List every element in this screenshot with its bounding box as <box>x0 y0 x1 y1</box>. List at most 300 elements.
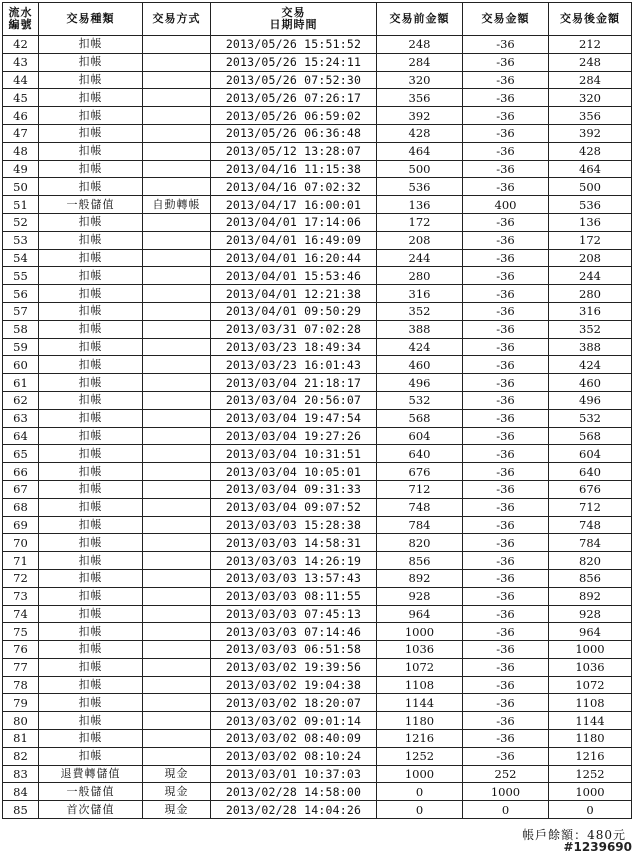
cell-amount: -36 <box>463 534 549 552</box>
cell-datetime: 2013/04/01 16:49:09 <box>211 231 377 249</box>
table-row <box>3 801 632 819</box>
cell-before: 712 <box>377 480 463 498</box>
cell-type: 扣帳 <box>39 356 143 374</box>
cell-after: 1000 <box>549 783 632 801</box>
table-row <box>3 569 632 587</box>
cell-type: 扣帳 <box>39 605 143 623</box>
cell-after: 392 <box>549 124 632 142</box>
cell-before: 1144 <box>377 694 463 712</box>
cell-seq: 84 <box>3 783 39 801</box>
cell-datetime: 2013/03/03 14:58:31 <box>211 534 377 552</box>
cell-before: 856 <box>377 552 463 570</box>
cell-after: 320 <box>549 89 632 107</box>
cell-before: 496 <box>377 374 463 392</box>
cell-before: 172 <box>377 213 463 231</box>
table-row <box>3 587 632 605</box>
header-seq-line2: 編號 <box>8 18 33 31</box>
cell-method <box>143 160 211 178</box>
table-row <box>3 213 632 231</box>
cell-method <box>143 53 211 71</box>
cell-before: 424 <box>377 338 463 356</box>
cell-before: 244 <box>377 249 463 267</box>
cell-after: 1072 <box>549 676 632 694</box>
cell-type: 扣帳 <box>39 730 143 748</box>
cell-method <box>143 374 211 392</box>
cell-datetime: 2013/04/16 11:15:38 <box>211 160 377 178</box>
cell-method <box>143 587 211 605</box>
cell-type: 退費轉儲值 <box>39 765 143 783</box>
cell-seq: 50 <box>3 178 39 196</box>
cell-amount: -36 <box>463 36 549 54</box>
cell-type: 扣帳 <box>39 178 143 196</box>
header-before: 交易前金額 <box>377 3 463 36</box>
cell-before: 464 <box>377 142 463 160</box>
cell-seq: 72 <box>3 569 39 587</box>
cell-method <box>143 107 211 125</box>
cell-amount: -36 <box>463 71 549 89</box>
header-amount: 交易金額 <box>463 3 549 36</box>
cell-type: 扣帳 <box>39 587 143 605</box>
cell-type: 扣帳 <box>39 623 143 641</box>
cell-seq: 61 <box>3 374 39 392</box>
cell-before: 284 <box>377 53 463 71</box>
cell-seq: 46 <box>3 107 39 125</box>
cell-method <box>143 285 211 303</box>
table-row <box>3 534 632 552</box>
table-row <box>3 516 632 534</box>
cell-seq: 75 <box>3 623 39 641</box>
cell-before: 964 <box>377 605 463 623</box>
cell-seq: 43 <box>3 53 39 71</box>
cell-after: 1180 <box>549 730 632 748</box>
cell-seq: 60 <box>3 356 39 374</box>
cell-datetime: 2013/05/26 06:36:48 <box>211 124 377 142</box>
cell-after: 496 <box>549 391 632 409</box>
table-row <box>3 409 632 427</box>
table-row <box>3 552 632 570</box>
cell-before: 356 <box>377 89 463 107</box>
cell-seq: 81 <box>3 730 39 748</box>
cell-after: 136 <box>549 213 632 231</box>
cell-datetime: 2013/03/03 14:26:19 <box>211 552 377 570</box>
cell-before: 1252 <box>377 747 463 765</box>
cell-amount: -36 <box>463 320 549 338</box>
cell-amount: -36 <box>463 302 549 320</box>
cell-after: 1000 <box>549 641 632 659</box>
cell-after: 464 <box>549 160 632 178</box>
cell-before: 676 <box>377 463 463 481</box>
cell-amount: -36 <box>463 445 549 463</box>
cell-after: 1036 <box>549 658 632 676</box>
cell-before: 0 <box>377 801 463 819</box>
cell-datetime: 2013/03/02 18:20:07 <box>211 694 377 712</box>
table-row <box>3 605 632 623</box>
cell-method <box>143 552 211 570</box>
cell-type: 扣帳 <box>39 338 143 356</box>
cell-before: 248 <box>377 36 463 54</box>
cell-type: 扣帳 <box>39 516 143 534</box>
cell-after: 1252 <box>549 765 632 783</box>
cell-seq: 45 <box>3 89 39 107</box>
cell-type: 扣帳 <box>39 302 143 320</box>
cell-amount: -36 <box>463 498 549 516</box>
cell-after: 212 <box>549 36 632 54</box>
cell-method <box>143 213 211 231</box>
cell-datetime: 2013/03/03 15:28:38 <box>211 516 377 534</box>
cell-type: 扣帳 <box>39 534 143 552</box>
cell-before: 568 <box>377 409 463 427</box>
cell-type: 扣帳 <box>39 213 143 231</box>
table-row <box>3 160 632 178</box>
cell-datetime: 2013/03/04 09:31:33 <box>211 480 377 498</box>
cell-type: 扣帳 <box>39 498 143 516</box>
table-row <box>3 623 632 641</box>
cell-type: 扣帳 <box>39 267 143 285</box>
cell-type: 扣帳 <box>39 142 143 160</box>
cell-seq: 66 <box>3 463 39 481</box>
cell-method <box>143 605 211 623</box>
cell-method <box>143 534 211 552</box>
cell-amount: -36 <box>463 730 549 748</box>
cell-type: 一般儲值 <box>39 783 143 801</box>
cell-after: 748 <box>549 516 632 534</box>
header-datetime <box>211 3 377 36</box>
cell-seq: 83 <box>3 765 39 783</box>
cell-seq: 59 <box>3 338 39 356</box>
cell-datetime: 2013/03/04 20:56:07 <box>211 391 377 409</box>
cell-method <box>143 498 211 516</box>
cell-before: 0 <box>377 783 463 801</box>
cell-seq: 68 <box>3 498 39 516</box>
cell-type: 扣帳 <box>39 480 143 498</box>
cell-before: 428 <box>377 124 463 142</box>
table-row <box>3 498 632 516</box>
cell-method <box>143 516 211 534</box>
cell-before: 892 <box>377 569 463 587</box>
cell-type: 一般儲值 <box>39 196 143 214</box>
cell-amount: -36 <box>463 658 549 676</box>
cell-type: 扣帳 <box>39 107 143 125</box>
cell-before: 640 <box>377 445 463 463</box>
cell-type: 扣帳 <box>39 249 143 267</box>
cell-amount: -36 <box>463 516 549 534</box>
cell-after: 1144 <box>549 712 632 730</box>
cell-method <box>143 356 211 374</box>
cell-after: 208 <box>549 249 632 267</box>
cell-datetime: 2013/04/01 16:20:44 <box>211 249 377 267</box>
cell-after: 856 <box>549 569 632 587</box>
cell-datetime: 2013/03/04 19:27:26 <box>211 427 377 445</box>
cell-method <box>143 36 211 54</box>
cell-after: 640 <box>549 463 632 481</box>
cell-type: 扣帳 <box>39 463 143 481</box>
cell-seq: 79 <box>3 694 39 712</box>
cell-amount: -36 <box>463 374 549 392</box>
cell-type: 扣帳 <box>39 53 143 71</box>
cell-seq: 78 <box>3 676 39 694</box>
cell-after: 244 <box>549 267 632 285</box>
table-row <box>3 53 632 71</box>
cell-type: 首次儲值 <box>39 801 143 819</box>
cell-seq: 58 <box>3 320 39 338</box>
cell-amount: -36 <box>463 178 549 196</box>
cell-datetime: 2013/04/01 12:21:38 <box>211 285 377 303</box>
cell-datetime: 2013/05/26 07:52:30 <box>211 71 377 89</box>
cell-amount: 1000 <box>463 783 549 801</box>
cell-datetime: 2013/03/04 10:31:51 <box>211 445 377 463</box>
cell-amount: 0 <box>463 801 549 819</box>
cell-seq: 48 <box>3 142 39 160</box>
cell-type: 扣帳 <box>39 124 143 142</box>
cell-after: 424 <box>549 356 632 374</box>
cell-before: 392 <box>377 107 463 125</box>
cell-seq: 82 <box>3 747 39 765</box>
table-row <box>3 267 632 285</box>
cell-seq: 85 <box>3 801 39 819</box>
cell-datetime: 2013/03/04 09:07:52 <box>211 498 377 516</box>
cell-after: 784 <box>549 534 632 552</box>
cell-seq: 71 <box>3 552 39 570</box>
cell-type: 扣帳 <box>39 374 143 392</box>
cell-before: 1108 <box>377 676 463 694</box>
cell-seq: 77 <box>3 658 39 676</box>
cell-before: 748 <box>377 498 463 516</box>
cell-after: 280 <box>549 285 632 303</box>
cell-type: 扣帳 <box>39 552 143 570</box>
table-row <box>3 765 632 783</box>
cell-method <box>143 569 211 587</box>
cell-before: 460 <box>377 356 463 374</box>
cell-amount: -36 <box>463 427 549 445</box>
table-row <box>3 427 632 445</box>
table-row <box>3 730 632 748</box>
table-row <box>3 676 632 694</box>
cell-datetime: 2013/03/02 08:10:24 <box>211 747 377 765</box>
cell-before: 820 <box>377 534 463 552</box>
cell-type: 扣帳 <box>39 747 143 765</box>
cell-datetime: 2013/03/04 10:05:01 <box>211 463 377 481</box>
header-type: 交易種類 <box>39 3 143 36</box>
account-balance: 帳戶餘額：480元 <box>522 828 626 842</box>
cell-amount: -36 <box>463 267 549 285</box>
cell-after: 604 <box>549 445 632 463</box>
cell-amount: -36 <box>463 747 549 765</box>
cell-after: 892 <box>549 587 632 605</box>
cell-seq: 76 <box>3 641 39 659</box>
table-row <box>3 445 632 463</box>
cell-type: 扣帳 <box>39 71 143 89</box>
cell-before: 388 <box>377 320 463 338</box>
cell-amount: -36 <box>463 338 549 356</box>
cell-method: 現金 <box>143 801 211 819</box>
table-row <box>3 142 632 160</box>
cell-type: 扣帳 <box>39 676 143 694</box>
table-row <box>3 712 632 730</box>
cell-amount: -36 <box>463 391 549 409</box>
cell-after: 928 <box>549 605 632 623</box>
cell-method <box>143 658 211 676</box>
cell-after: 1108 <box>549 694 632 712</box>
cell-amount: -36 <box>463 587 549 605</box>
cell-seq: 54 <box>3 249 39 267</box>
cell-amount: -36 <box>463 213 549 231</box>
cell-after: 460 <box>549 374 632 392</box>
cell-amount: -36 <box>463 623 549 641</box>
cell-before: 928 <box>377 587 463 605</box>
cell-amount: -36 <box>463 409 549 427</box>
cell-method <box>143 249 211 267</box>
table-row <box>3 178 632 196</box>
cell-seq: 42 <box>3 36 39 54</box>
cell-datetime: 2013/05/26 06:59:02 <box>211 107 377 125</box>
cell-method: 現金 <box>143 765 211 783</box>
table-row <box>3 89 632 107</box>
cell-before: 1000 <box>377 765 463 783</box>
cell-amount: -36 <box>463 569 549 587</box>
cell-after: 352 <box>549 320 632 338</box>
cell-after: 172 <box>549 231 632 249</box>
cell-seq: 57 <box>3 302 39 320</box>
cell-amount: -36 <box>463 124 549 142</box>
cell-method <box>143 409 211 427</box>
cell-before: 500 <box>377 160 463 178</box>
cell-datetime: 2013/04/16 07:02:32 <box>211 178 377 196</box>
cell-method <box>143 445 211 463</box>
table-row <box>3 374 632 392</box>
header-method: 交易方式 <box>143 3 211 36</box>
cell-amount: -36 <box>463 480 549 498</box>
cell-amount: 252 <box>463 765 549 783</box>
cell-seq: 64 <box>3 427 39 445</box>
cell-method <box>143 480 211 498</box>
cell-type: 扣帳 <box>39 427 143 445</box>
cell-type: 扣帳 <box>39 658 143 676</box>
table-row <box>3 107 632 125</box>
cell-datetime: 2013/03/23 16:01:43 <box>211 356 377 374</box>
table-row <box>3 320 632 338</box>
cell-datetime: 2013/03/03 07:14:46 <box>211 623 377 641</box>
cell-method <box>143 178 211 196</box>
cell-method <box>143 267 211 285</box>
cell-before: 604 <box>377 427 463 445</box>
cell-after: 500 <box>549 178 632 196</box>
cell-datetime: 2013/03/03 07:45:13 <box>211 605 377 623</box>
cell-method: 現金 <box>143 783 211 801</box>
cell-datetime: 2013/03/02 19:04:38 <box>211 676 377 694</box>
cell-seq: 67 <box>3 480 39 498</box>
table-body <box>3 36 632 819</box>
cell-after: 428 <box>549 142 632 160</box>
table-row <box>3 36 632 54</box>
cell-amount: -36 <box>463 712 549 730</box>
cell-method <box>143 427 211 445</box>
cell-type: 扣帳 <box>39 89 143 107</box>
cell-seq: 52 <box>3 213 39 231</box>
cell-method <box>143 231 211 249</box>
cell-amount: -36 <box>463 552 549 570</box>
cell-datetime: 2013/03/02 09:01:14 <box>211 712 377 730</box>
cell-datetime: 2013/03/03 06:51:58 <box>211 641 377 659</box>
cell-method <box>143 747 211 765</box>
cell-method <box>143 694 211 712</box>
cell-seq: 70 <box>3 534 39 552</box>
cell-after: 712 <box>549 498 632 516</box>
cell-method <box>143 391 211 409</box>
cell-datetime: 2013/03/03 08:11:55 <box>211 587 377 605</box>
cell-before: 320 <box>377 71 463 89</box>
table-row <box>3 302 632 320</box>
cell-before: 1180 <box>377 712 463 730</box>
cell-amount: -36 <box>463 142 549 160</box>
cell-datetime: 2013/03/31 07:02:28 <box>211 320 377 338</box>
header-datetime-line2: 日期時間 <box>269 18 318 31</box>
header-datetime-line1: 交易 <box>281 6 306 19</box>
cell-after: 316 <box>549 302 632 320</box>
cell-type: 扣帳 <box>39 569 143 587</box>
cell-seq: 74 <box>3 605 39 623</box>
cell-amount: -36 <box>463 285 549 303</box>
cell-method <box>143 641 211 659</box>
cell-datetime: 2013/03/02 19:39:56 <box>211 658 377 676</box>
table-row <box>3 71 632 89</box>
cell-after: 532 <box>549 409 632 427</box>
table-row <box>3 658 632 676</box>
cell-amount: -36 <box>463 249 549 267</box>
cell-amount: -36 <box>463 463 549 481</box>
cell-type: 扣帳 <box>39 36 143 54</box>
cell-seq: 53 <box>3 231 39 249</box>
cell-before: 1216 <box>377 730 463 748</box>
cell-before: 136 <box>377 196 463 214</box>
cell-seq: 49 <box>3 160 39 178</box>
cell-amount: -36 <box>463 605 549 623</box>
cell-before: 208 <box>377 231 463 249</box>
cell-after: 284 <box>549 71 632 89</box>
cell-before: 1072 <box>377 658 463 676</box>
cell-method <box>143 302 211 320</box>
cell-datetime: 2013/04/01 17:14:06 <box>211 213 377 231</box>
cell-before: 1036 <box>377 641 463 659</box>
cell-datetime: 2013/02/28 14:04:26 <box>211 801 377 819</box>
header-row <box>3 3 632 36</box>
cell-method <box>143 338 211 356</box>
cell-type: 扣帳 <box>39 160 143 178</box>
cell-datetime: 2013/04/01 15:53:46 <box>211 267 377 285</box>
cell-amount: -36 <box>463 107 549 125</box>
cell-datetime: 2013/04/01 09:50:29 <box>211 302 377 320</box>
cell-after: 388 <box>549 338 632 356</box>
cell-seq: 56 <box>3 285 39 303</box>
table-row <box>3 783 632 801</box>
cell-type: 扣帳 <box>39 391 143 409</box>
table-row <box>3 124 632 142</box>
cell-type: 扣帳 <box>39 712 143 730</box>
cell-method <box>143 676 211 694</box>
header-seq <box>3 3 39 36</box>
cell-amount: -36 <box>463 356 549 374</box>
cell-amount: -36 <box>463 53 549 71</box>
cell-method <box>143 124 211 142</box>
cell-after: 820 <box>549 552 632 570</box>
table-row <box>3 231 632 249</box>
cell-datetime: 2013/03/04 19:47:54 <box>211 409 377 427</box>
cell-before: 532 <box>377 391 463 409</box>
table-row <box>3 285 632 303</box>
cell-seq: 47 <box>3 124 39 142</box>
table-row <box>3 249 632 267</box>
cell-after: 676 <box>549 480 632 498</box>
cell-after: 536 <box>549 196 632 214</box>
